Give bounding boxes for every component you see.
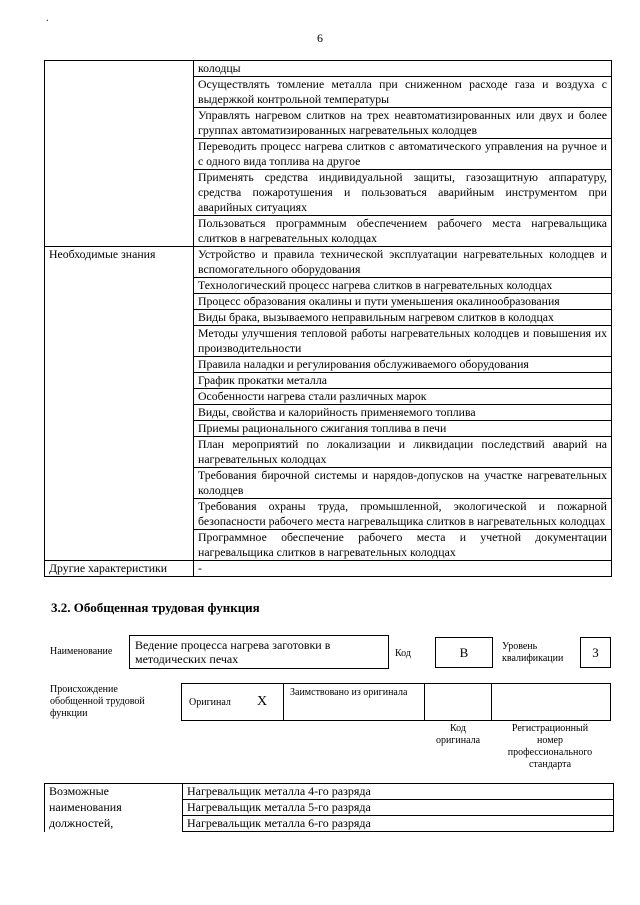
- other-characteristics-value: -: [194, 561, 612, 577]
- code-original-box: [424, 683, 492, 721]
- name-label: Наименование: [50, 646, 113, 657]
- code-value: B: [459, 645, 469, 660]
- original-label: Оригинал: [189, 697, 231, 708]
- positions-table: [44, 783, 614, 832]
- knowledge-item: Виды брака, вызываемого неправильным нагревом слитков в колодцах: [194, 310, 612, 326]
- knowledge-item: Методы улучшения тепловой работы нагревательных колодцев и повышения их производительности: [194, 326, 612, 357]
- original-box: [181, 683, 284, 721]
- name-value: Ведение процесса нагрева заготовки в методических печах: [135, 638, 331, 666]
- position-item: Нагревальщик металла 5-го разряда: [183, 800, 614, 816]
- skill-item: Переводить процесс нагрева слитков с автоматического управления на ручное и с одного вида топлива на другое: [194, 139, 612, 170]
- knowledge-item: Правила наладки и регулирования обслуживаемого оборудования: [194, 357, 612, 373]
- skill-item: Пользоваться программным обеспечением рабочего места нагревальщика слитков в нагревательных колодцах: [194, 216, 612, 247]
- knowledge-item: Устройство и правила технической эксплуатации нагревательных колодцев и вспомогательного оборудования: [194, 247, 612, 278]
- original-mark: X: [257, 694, 268, 709]
- knowledge-label: Необходимые знания: [45, 247, 194, 561]
- name-value-box: [129, 635, 389, 669]
- skills-label-cell: [45, 61, 194, 247]
- knowledge-item: График прокатки металла: [194, 373, 612, 389]
- top-mark: .: [46, 13, 49, 24]
- positions-label-line: Возможные: [45, 784, 183, 800]
- borrowed-label: Заимствовано из оригинала: [290, 687, 408, 698]
- knowledge-item: Программное обеспечение рабочего места и учетной документации нагревальщика слитков в нагревательных колодцах: [194, 530, 612, 561]
- section-heading: 3.2. Обобщенная трудовая функция: [51, 600, 260, 615]
- skill-item: Осуществлять томление металла при сниженном расходе газа и воздуха с выдержкой контрольной температуры: [194, 77, 612, 108]
- code-value-box: [435, 637, 493, 668]
- position-item: Нагревальщик металла 4-го разряда: [183, 784, 614, 800]
- page-number: 6: [317, 31, 323, 45]
- skill-item: Управлять нагревом слитков на трех неавтоматизированных или двух и более группах автоматизированных нагревательных колодцев: [194, 108, 612, 139]
- level-value: 3: [592, 645, 599, 660]
- knowledge-item: Приемы рационального сжигания топлива в печи: [194, 421, 612, 437]
- position-item: Нагревальщик металла 6-го разряда: [183, 816, 614, 832]
- borrowed-box: [283, 683, 425, 721]
- code-original-label: Код оригинала: [435, 723, 481, 746]
- knowledge-item: Требования бирочной системы и нарядов-допусков на участке нагревательных колодцев: [194, 468, 612, 499]
- origin-label: Происхождение обобщенной трудовой функции: [50, 684, 145, 719]
- positions-label-line: должностей,: [45, 816, 183, 832]
- knowledge-item: Процесс образования окалины и пути уменьшения окалинообразования: [194, 294, 612, 310]
- positions-label-line: наименования: [45, 800, 183, 816]
- other-characteristics-label: Другие характеристики: [45, 561, 194, 577]
- knowledge-item: Особенности нагрева стали различных марок: [194, 389, 612, 405]
- registration-label: Регистрационный номер профессионального стандарта: [507, 723, 593, 770]
- registration-box: [491, 683, 611, 721]
- skill-item: Применять средства индивидуальной защиты, газозащитную аппаратуру, средства пожаротушения и пользоваться аварийным инструментом при аварийных ситуациях: [194, 170, 612, 216]
- knowledge-item: Требования охраны труда, промышленной, экологической и пожарной безопасности рабочего места нагревальщика слитков в нагревательных колодцах: [194, 499, 612, 530]
- level-label: Уровень квалификации: [502, 641, 564, 664]
- level-value-box: [580, 637, 611, 668]
- knowledge-item: Виды, свойства и калорийность применяемого топлива: [194, 405, 612, 421]
- knowledge-item: План мероприятий по локализации и ликвидации последствий аварий на нагревательных колодцах: [194, 437, 612, 468]
- skills-knowledge-table: [44, 60, 612, 577]
- knowledge-item: Технологический процесс нагрева слитков в нагревательных колодцах: [194, 278, 612, 294]
- skill-item: колодцы: [194, 61, 612, 77]
- code-label: Код: [395, 648, 411, 659]
